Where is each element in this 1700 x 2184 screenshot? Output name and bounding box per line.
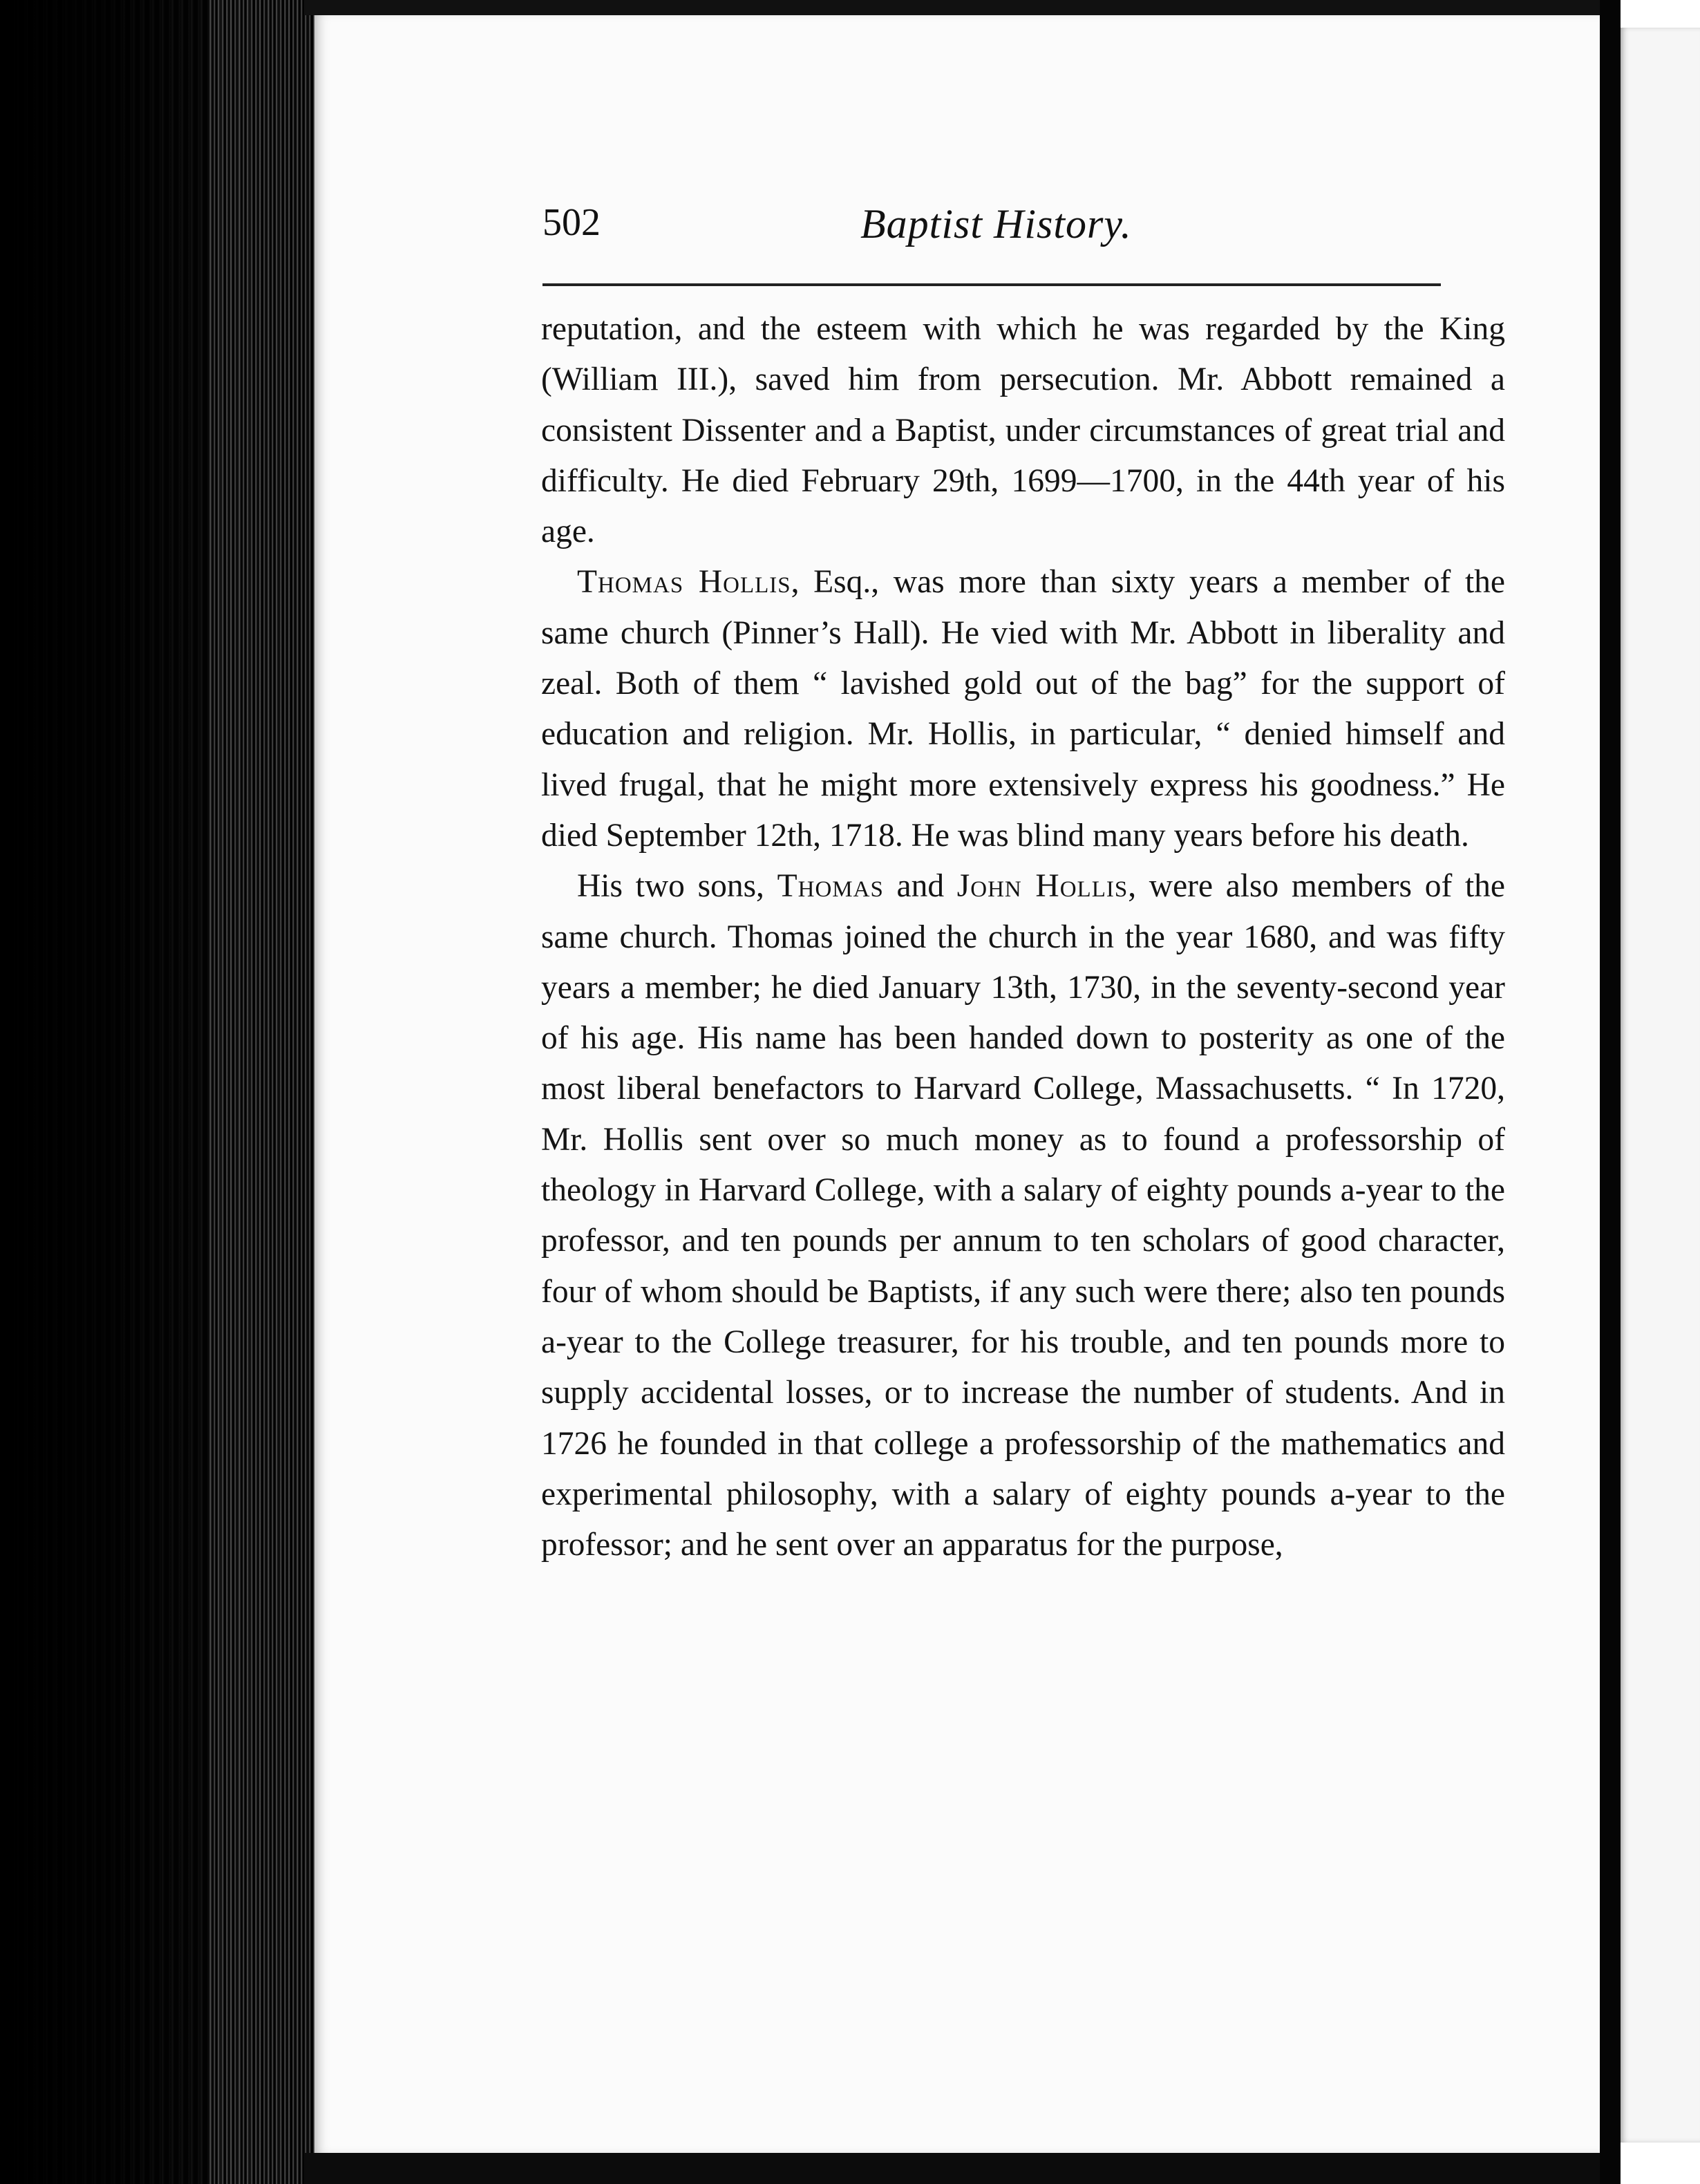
top-scan-border xyxy=(304,0,1603,15)
bottom-scan-border xyxy=(304,2153,1603,2184)
body-text xyxy=(541,304,1505,1570)
name-thomas: Thomas xyxy=(777,868,884,905)
page-title: Baptist History. xyxy=(860,201,1132,247)
paragraph-3-text: , were also members of the same church. Thomas joined the church in the year 1680, and was fifty years a member; he died January 13th, 1730, in the seventy-second year of his age. His name has been handed down to posterity as one of the most liberal benefactors to Harvard College, Massachusetts. “ In 1720, Mr. Hollis sent over so much money as to found a professorship of theology in Harvard College, with a salary of eighty pounds a-year to the professor, and ten pounds per annum to ten scholars of good character, four of whom should be Baptists, if any such were there; also ten pounds a-year to the College treasurer, for his trouble, and ten pounds more to supply accidental losses, or to increase the number of students. And in 1726 he founded in that college a professorship of the mathematics and experimental philosophy, with a salary of eighty pounds a-year to the professor; and he sent over an apparatus for the purpose, xyxy=(541,868,1505,1563)
paragraph-2 xyxy=(541,557,1505,861)
running-head xyxy=(542,200,1493,263)
page-number: 502 xyxy=(542,201,601,244)
paragraph-3 xyxy=(541,861,1505,1570)
name-thomas-hollis: Thomas Hollis xyxy=(577,564,791,601)
right-gutter xyxy=(1600,0,1621,2184)
page-stack-edges xyxy=(207,0,318,2184)
paragraph-3-and: and xyxy=(883,868,957,905)
facing-page-edge xyxy=(1621,28,1700,2143)
name-john-hollis: John Hollis xyxy=(956,868,1128,905)
paragraph-1: reputation, and the esteem with which he was regarded by the King (William III.), saved him from persecution. Mr. Abbott remained a consistent Dissenter and a Baptist, under circumstances of great trial and difficulty. He died February 29th, 1699—1700, in the 44th year of his age. xyxy=(541,311,1505,550)
paragraph-3-start: His two sons, xyxy=(577,868,777,905)
paragraph-2-text: , Esq., was more than sixty years a member of the same church (Pinner’s Hall). He vied with Mr. Abbott in liberality and zeal. Both of them “ lavished gold out of the bag” for the support of education and religion. Mr. Hollis, in particular, “ denied himself and lived frugal, that he might more extensively express his goodness.” He died September 12th, 1718. He was blind many years before his death. xyxy=(541,564,1506,854)
header-rule xyxy=(542,283,1441,286)
